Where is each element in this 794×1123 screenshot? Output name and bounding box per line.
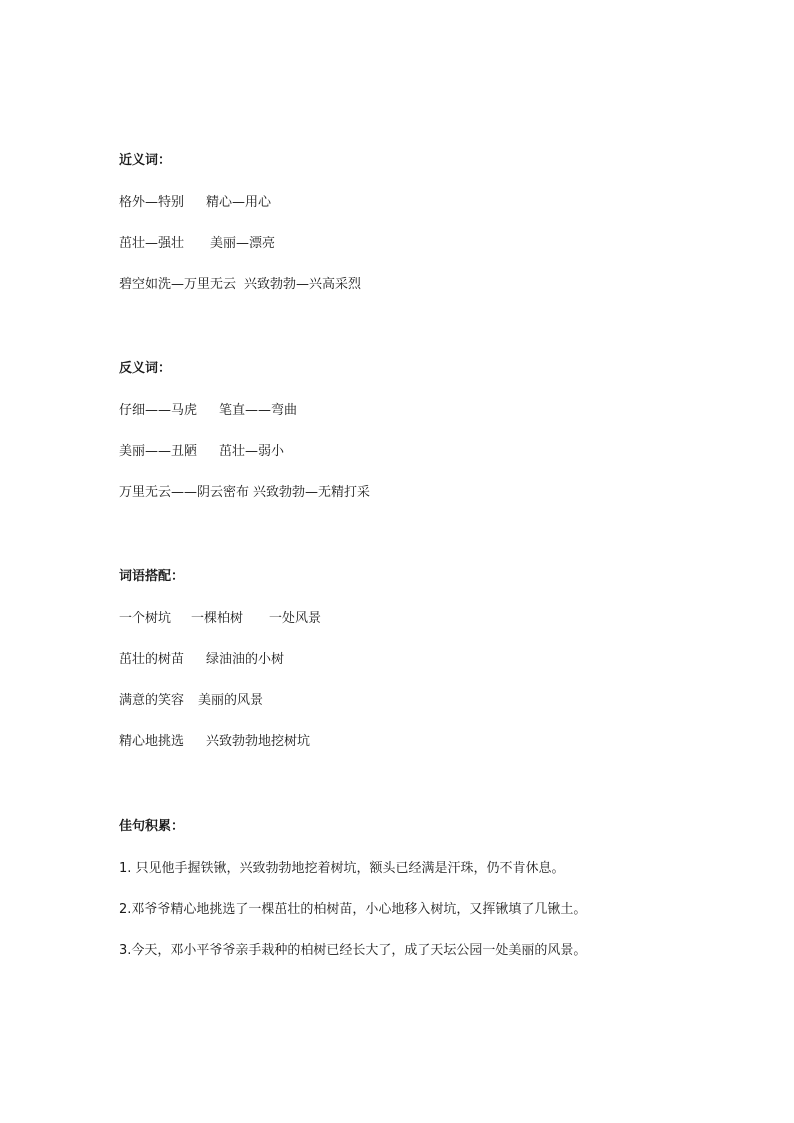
collocation-item: 茁壮的树苗: [119, 652, 185, 667]
antonym-pair: 万里无云——阴云密布: [119, 485, 250, 500]
synonyms-section: [119, 152, 719, 294]
sentence-item: 1. 只见他手握铁锹，兴致勃勃地挖着树坑，额头已经满是汗珠，仍不肯休息。: [119, 861, 565, 876]
collocation-item: 一个树坑: [119, 611, 172, 626]
synonyms-heading: 近义词：: [119, 153, 172, 168]
antonym-row: [119, 484, 719, 502]
synonym-pair: 碧空如洗—万里无云: [119, 277, 237, 292]
collocations-section: [119, 568, 719, 751]
synonym-pair: 兴致勃勃—兴高采烈: [244, 277, 362, 292]
collocation-item: 美丽的风景: [198, 693, 264, 708]
collocations-heading: 词语搭配：: [119, 569, 185, 584]
antonym-row: [119, 402, 719, 420]
collocation-item: 一处风景: [269, 611, 322, 626]
collocation-item: 绿油油的小树: [206, 652, 285, 667]
sentence-item: 3.今天，邓小平爷爷亲手栽种的柏树已经长大了，成了天坛公园一处美丽的风景。: [119, 943, 587, 958]
collocation-row: [119, 651, 719, 669]
antonym-row: [119, 443, 719, 461]
antonym-pair: 茁壮—弱小: [219, 444, 285, 459]
collocation-item: 一棵柏树: [191, 611, 244, 626]
antonym-pair: 兴致勃勃—无精打采: [253, 485, 371, 500]
synonym-row: [119, 194, 719, 212]
collocation-item: 兴致勃勃地挖树坑: [206, 734, 311, 749]
sentences-section: [119, 818, 719, 960]
sentence-item: 2.邓爷爷精心地挑选了一棵茁壮的柏树苗，小心地移入树坑，又挥锹填了几锹土。: [119, 902, 587, 917]
sentences-heading: 佳句积累：: [119, 819, 185, 834]
collocation-item: 满意的笑容: [119, 693, 185, 708]
antonyms-section: [119, 360, 719, 502]
synonym-pair: 精心—用心: [206, 195, 272, 210]
antonym-pair: 美丽——丑陋: [119, 444, 198, 459]
collocation-row: [119, 692, 719, 710]
synonym-row: [119, 235, 719, 253]
collocation-row: [119, 610, 719, 628]
synonym-pair: 美丽—漂亮: [210, 236, 276, 251]
synonym-pair: 格外—特别: [119, 195, 185, 210]
collocation-row: [119, 733, 719, 751]
synonym-row: [119, 276, 719, 294]
collocation-item: 精心地挑选: [119, 734, 185, 749]
antonyms-heading: 反义词：: [119, 361, 172, 376]
synonym-pair: 茁壮—强壮: [119, 236, 185, 251]
antonym-pair: 仔细——马虎: [119, 403, 198, 418]
antonym-pair: 笔直——弯曲: [219, 403, 298, 418]
